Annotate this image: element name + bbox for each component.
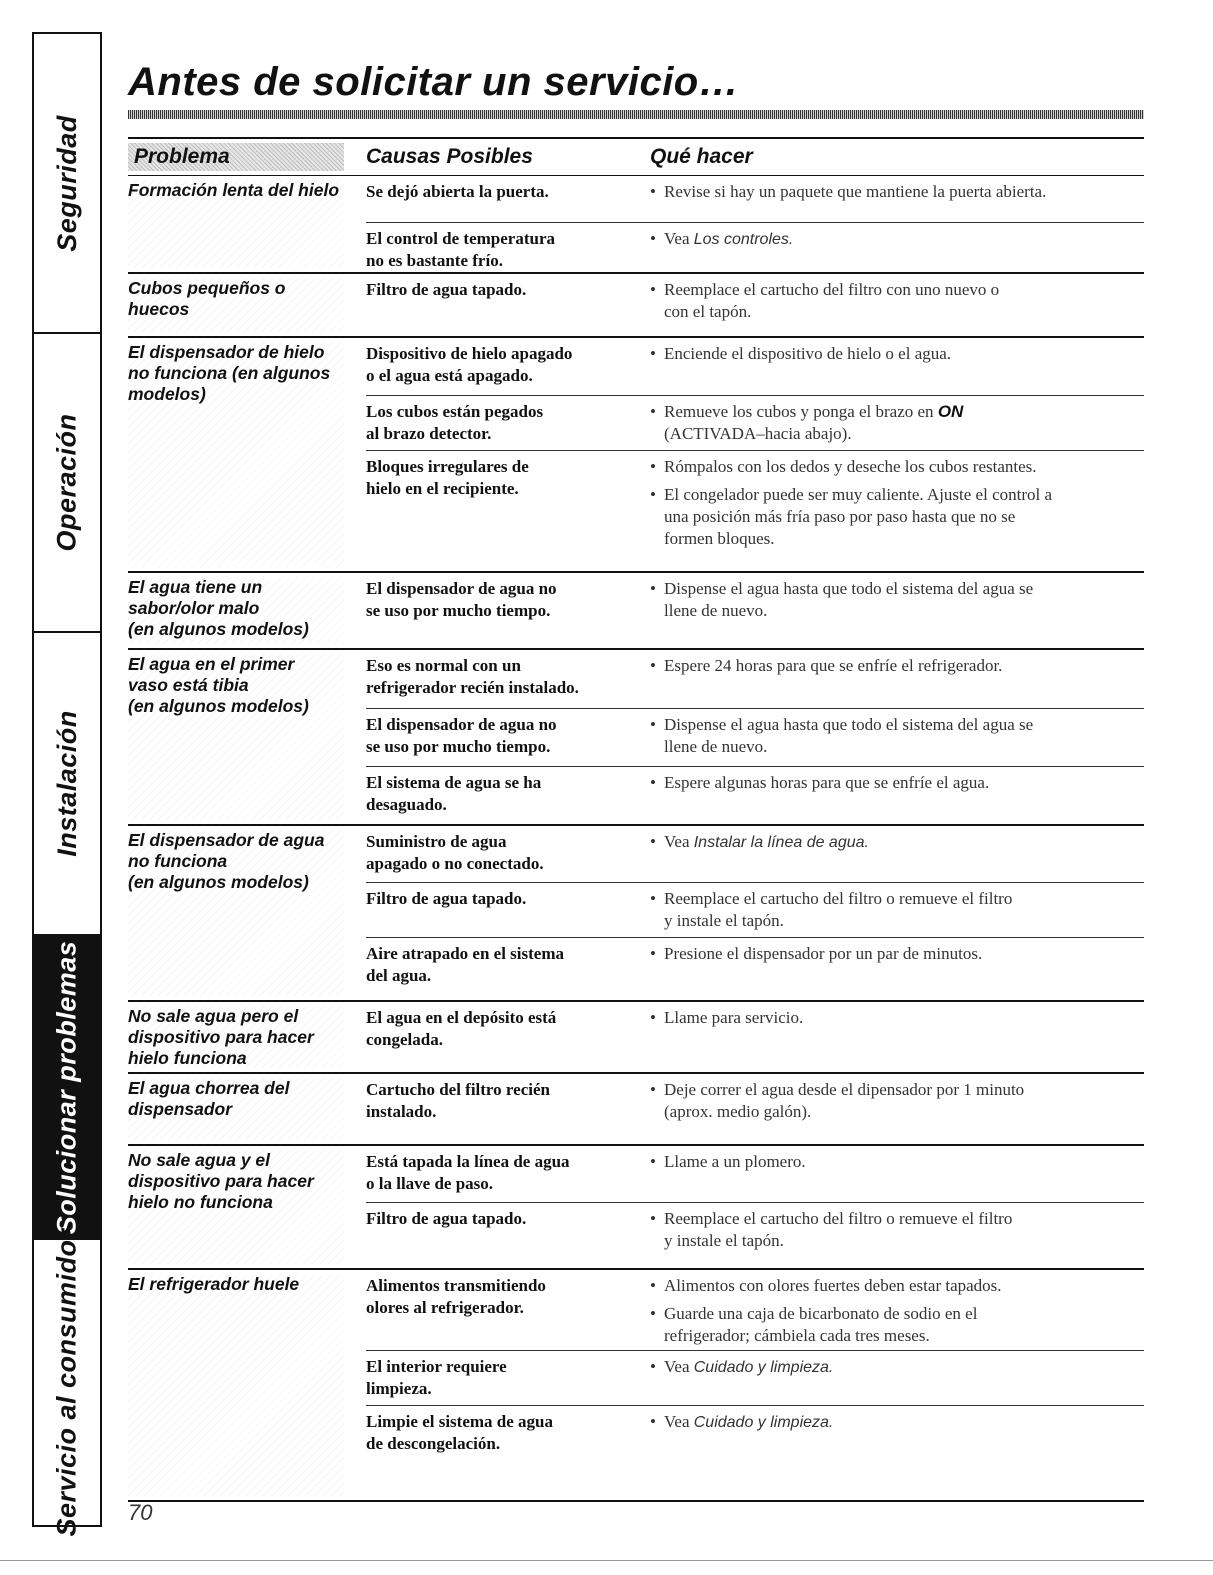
cause-row bbox=[366, 766, 1144, 826]
what-to-do-list bbox=[650, 1007, 1144, 1035]
what-to-do-list bbox=[650, 578, 1144, 628]
cause-row bbox=[366, 1146, 1144, 1202]
todo-reference: Cuidado y limpieza. bbox=[693, 1359, 834, 1376]
sidebar-tab-label: Instalación bbox=[51, 710, 82, 857]
problem-label: No sale agua y el dispositivo para hacer hielo no funciona bbox=[128, 1150, 344, 1264]
cause-row bbox=[366, 708, 1144, 766]
problem-label: Formación lenta del hielo bbox=[128, 180, 344, 268]
problem-group bbox=[128, 338, 1144, 573]
cause-text: El agua en el depósito está congelada. bbox=[366, 1008, 557, 1049]
what-to-do-item bbox=[650, 1356, 1144, 1379]
what-to-do-list bbox=[650, 228, 1144, 257]
cause-text: Está tapada la línea de agua o la llave de paso. bbox=[366, 1152, 570, 1193]
what-to-do-item bbox=[650, 831, 1144, 854]
what-to-do-item bbox=[650, 401, 1144, 445]
todo-text: (ACTIVADA–hacia abajo). bbox=[664, 424, 852, 443]
what-to-do-item: • Llame a un plomero. bbox=[650, 1151, 1144, 1173]
cause-text: Alimentos transmitiendo olores al refrigerador. bbox=[366, 1276, 546, 1317]
what-to-do-list bbox=[650, 456, 1144, 556]
header-problem: Problema bbox=[128, 143, 344, 171]
todo-text: Vea bbox=[664, 1412, 694, 1431]
cause-row bbox=[366, 573, 1144, 650]
problem-group bbox=[128, 1002, 1144, 1074]
sidebar-tab bbox=[34, 34, 100, 334]
what-to-do-item: • Rómpalos con los dedos y deseche los cubos restantes. bbox=[650, 456, 1144, 478]
what-to-do-list bbox=[650, 1208, 1144, 1258]
page-title: Antes de solicitar un servicio… bbox=[128, 60, 740, 104]
table-header bbox=[128, 137, 1144, 176]
what-to-do-list bbox=[650, 401, 1144, 451]
cause-text: El sistema de agua se ha desaguado. bbox=[366, 773, 542, 814]
cause-row bbox=[366, 450, 1144, 573]
cause-text: Dispositivo de hielo apagado o el agua está apagado. bbox=[366, 344, 573, 385]
cause-row bbox=[366, 1405, 1144, 1502]
cause-row bbox=[366, 1002, 1144, 1074]
cause-row bbox=[366, 395, 1144, 450]
table-body bbox=[128, 176, 1144, 1502]
problem-label: El refrigerador huele bbox=[128, 1274, 344, 1496]
what-to-do-list bbox=[650, 888, 1144, 938]
problem-group bbox=[128, 274, 1144, 338]
cause-text: Suministro de agua apagado o no conectado. bbox=[366, 832, 544, 873]
what-to-do-item: • Reemplace el cartucho del filtro o remueve el filtro y instale el tapón. bbox=[650, 1208, 1144, 1252]
problem-group bbox=[128, 573, 1144, 650]
what-to-do-list bbox=[650, 714, 1144, 764]
what-to-do-item: • El congelador puede ser muy caliente. Ajuste el control a una posición más fría paso por paso hasta que no se formen bloques. bbox=[650, 484, 1144, 550]
cause-text: Aire atrapado en el sistema del agua. bbox=[366, 944, 564, 985]
cause-row bbox=[366, 1202, 1144, 1270]
page-number: 70 bbox=[128, 1500, 153, 1525]
what-to-do-list bbox=[650, 181, 1144, 209]
problem-group bbox=[128, 650, 1144, 826]
what-to-do-list bbox=[650, 1151, 1144, 1179]
cause-text: El dispensador de agua no se uso por mucho tiempo. bbox=[366, 579, 557, 620]
problem-group bbox=[128, 1270, 1144, 1502]
cause-text: Se dejó abierta la puerta. bbox=[366, 182, 549, 201]
problem-label: El agua tiene un sabor/olor malo (en algunos modelos) bbox=[128, 577, 344, 644]
problem-group bbox=[128, 826, 1144, 1002]
problem-group bbox=[128, 1074, 1144, 1146]
todo-text: Vea bbox=[664, 1357, 694, 1376]
what-to-do-item: • Espere algunas horas para que se enfríe el agua. bbox=[650, 772, 1144, 794]
title-rule bbox=[128, 110, 1144, 119]
what-to-do-item: • Alimentos con olores fuertes deben estar tapados. bbox=[650, 1275, 1144, 1297]
side-tab-strip bbox=[32, 32, 102, 1537]
what-to-do-item: • Reemplace el cartucho del filtro con uno nuevo o con el tapón. bbox=[650, 279, 1144, 323]
what-to-do-item: • Enciende el dispositivo de hielo o el agua. bbox=[650, 343, 1144, 365]
cause-row bbox=[366, 937, 1144, 1002]
header-what-to-do: Qué hacer bbox=[650, 145, 753, 168]
what-to-do-item: • Dispense el agua hasta que todo el sistema del agua se llene de nuevo. bbox=[650, 578, 1144, 622]
what-to-do-item: • Guarde una caja de bicarbonato de sodio en el refrigerador; cámbiela cada tres meses. bbox=[650, 1303, 1144, 1347]
problem-label: Cubos pequeños o huecos bbox=[128, 278, 344, 332]
cause-row bbox=[366, 1074, 1144, 1146]
cause-row bbox=[366, 650, 1144, 708]
what-to-do-list bbox=[650, 655, 1144, 683]
cause-row bbox=[366, 826, 1144, 882]
cause-row bbox=[366, 882, 1144, 937]
cause-text: El interior requiere limpieza. bbox=[366, 1357, 507, 1398]
cause-text: Filtro de agua tapado. bbox=[366, 1209, 527, 1228]
todo-reference: Cuidado y limpieza. bbox=[693, 1414, 834, 1431]
cause-text: Filtro de agua tapado. bbox=[366, 889, 527, 908]
problem-label: No sale agua pero el dispositivo para hacer hielo funciona bbox=[128, 1006, 344, 1068]
what-to-do-item: • Deje correr el agua desde el dipensador por 1 minuto (aprox. medio galón). bbox=[650, 1079, 1144, 1123]
what-to-do-item: • Revise si hay un paquete que mantiene la puerta abierta. bbox=[650, 181, 1144, 203]
problem-group bbox=[128, 1146, 1144, 1270]
cause-text: Filtro de agua tapado. bbox=[366, 280, 527, 299]
sidebar-tab-label: Servicio al consumidor bbox=[51, 1228, 82, 1537]
cause-row bbox=[366, 274, 1144, 338]
cause-text: El control de temperatura no es bastante frío. bbox=[366, 229, 556, 270]
what-to-do-item bbox=[650, 1411, 1144, 1434]
what-to-do-list bbox=[650, 831, 1144, 860]
sidebar-tab-label: Solucionar problemas bbox=[51, 940, 82, 1234]
problem-label: El dispensador de hielo no funciona (en algunos modelos) bbox=[128, 342, 344, 567]
what-to-do-item: • Espere 24 horas para que se enfríe el refrigerador. bbox=[650, 655, 1144, 677]
what-to-do-list bbox=[650, 1079, 1144, 1129]
cause-text: Eso es normal con un refrigerador recién instalado. bbox=[366, 656, 579, 697]
what-to-do-item: • Dispense el agua hasta que todo el sistema del agua se llene de nuevo. bbox=[650, 714, 1144, 758]
what-to-do-item bbox=[650, 228, 1144, 251]
sidebar-tab bbox=[34, 1228, 100, 1537]
cause-row bbox=[366, 1270, 1144, 1350]
troubleshooting-table bbox=[128, 137, 1144, 1502]
header-causes: Causas Posibles bbox=[366, 145, 533, 168]
what-to-do-list bbox=[650, 343, 1144, 371]
problem-label: El agua chorrea del dispensador bbox=[128, 1078, 344, 1140]
what-to-do-list bbox=[650, 772, 1144, 800]
what-to-do-item: • Presione el dispensador por un par de minutos. bbox=[650, 943, 1144, 965]
todo-text: Remueve los cubos y ponga el brazo en bbox=[664, 402, 938, 421]
todo-emphasis: ON bbox=[937, 402, 964, 421]
what-to-do-list bbox=[650, 1411, 1144, 1440]
todo-text: Vea bbox=[664, 229, 694, 248]
todo-reference: Los controles. bbox=[693, 231, 794, 248]
todo-reference: Instalar la línea de agua. bbox=[693, 834, 869, 851]
problem-label: El dispensador de agua no funciona (en algunos modelos) bbox=[128, 830, 344, 996]
cause-text: Bloques irregulares de hielo en el recipiente. bbox=[366, 457, 529, 498]
todo-text: Vea bbox=[664, 832, 694, 851]
cause-text: Limpie el sistema de agua de descongelación. bbox=[366, 1412, 553, 1453]
what-to-do-list bbox=[650, 1275, 1144, 1353]
what-to-do-item: • Reemplace el cartucho del filtro o remueve el filtro y instale el tapón. bbox=[650, 888, 1144, 932]
sidebar-tab bbox=[34, 936, 100, 1240]
sidebar-tab bbox=[34, 633, 100, 936]
problem-group bbox=[128, 176, 1144, 274]
what-to-do-list bbox=[650, 1356, 1144, 1385]
cause-row bbox=[366, 1350, 1144, 1405]
cause-text: El dispensador de agua no se uso por mucho tiempo. bbox=[366, 715, 557, 756]
sidebar-tab bbox=[34, 334, 100, 633]
cause-text: Cartucho del filtro recién instalado. bbox=[366, 1080, 550, 1121]
what-to-do-list bbox=[650, 279, 1144, 329]
what-to-do-list bbox=[650, 943, 1144, 971]
bottom-rule bbox=[0, 1560, 1213, 1561]
cause-row bbox=[366, 176, 1144, 222]
cause-text: Los cubos están pegados al brazo detector. bbox=[366, 402, 544, 443]
what-to-do-item: • Llame para servicio. bbox=[650, 1007, 1144, 1029]
cause-row bbox=[366, 338, 1144, 395]
sidebar-tab-label: Operación bbox=[51, 413, 82, 552]
cause-row bbox=[366, 222, 1144, 274]
sidebar-tab-label: Seguridad bbox=[51, 114, 82, 252]
problem-label: El agua en el primer vaso está tibia (en algunos modelos) bbox=[128, 654, 344, 820]
